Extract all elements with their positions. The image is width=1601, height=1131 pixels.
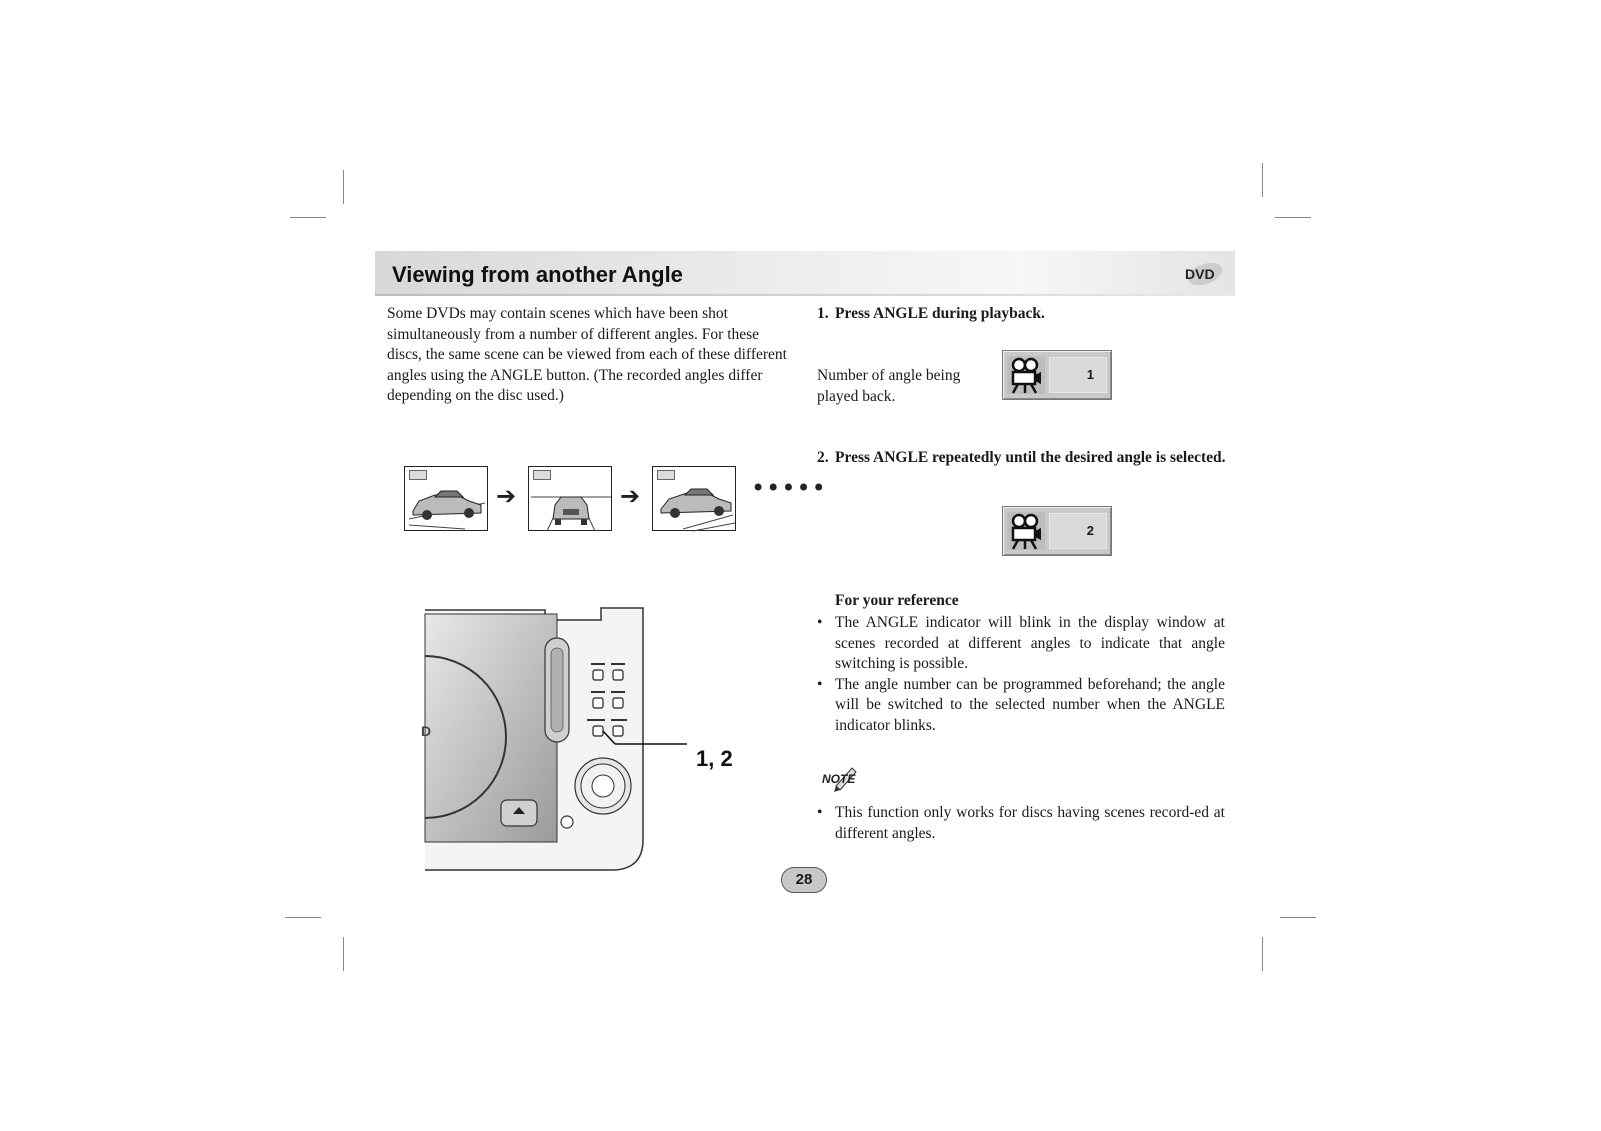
svg-text:D: D [421,723,432,739]
crop-mark [343,937,344,971]
crop-mark [1275,217,1311,218]
step-text: Press ANGLE repeatedly until the desired angle is selected. [835,449,1226,466]
angle-osd-display [1002,506,1112,556]
device-illustration [421,608,755,876]
angle-osd-display [1002,350,1112,400]
crop-mark [343,170,344,204]
angle-frame-front [528,466,612,531]
reference-heading: For your reference [835,592,959,609]
osd-caption: Number of angle being played back. [817,367,961,405]
arrow-right-icon: ➔ [620,482,641,510]
note-icon [822,764,862,794]
crop-mark [290,217,326,218]
car-side-icon [405,467,489,532]
step-number: 2. [817,449,829,466]
step-2 [817,448,1245,469]
car-side-icon [653,467,737,532]
camera-icon [1007,512,1045,550]
reference-list [817,613,1225,737]
step-number: 1. [817,305,829,322]
angle-number: 1 [1049,357,1107,393]
car-front-icon [529,467,613,532]
step-text: Press ANGLE during playback. [835,305,1045,322]
angle-illustration [404,466,827,538]
more-angles-indicator: ••••• [751,474,827,502]
angle-number: 2 [1049,513,1107,549]
angle-frame-side [404,466,488,531]
page-title: Viewing from another Angle [392,262,683,287]
list-item: • The ANGLE indicator will blink in the display window at scenes recorded at different angles to indicate that angle switching is possible. [817,613,1225,675]
crop-mark [1280,917,1316,918]
dvd-badge [1181,260,1225,288]
note-label: NOTE [822,772,856,786]
step-1 [817,304,1237,325]
device-callout-label: 1, 2 [696,746,733,771]
crop-mark [285,917,321,918]
list-item: • The angle number can be programmed beforehand; the angle will be switched to the selected number when the ANGLE indicator blinks. [817,675,1225,737]
camera-icon [1007,356,1045,394]
crop-mark [1262,163,1263,197]
dvd-badge-label: DVD [1185,266,1215,282]
page-number: 28 [781,867,827,893]
angle-frame-side [652,466,736,531]
list-item: • This function only works for discs having scenes record-ed at different angles. [817,803,1225,844]
intro-paragraph: Some DVDs may contain scenes which have been shot simultaneously from a number of different angles. For these discs, the same scene can be viewed from each of these different angles using the ANGLE button. (The recorded angles differ depending on the disc used.) [387,305,787,405]
crop-mark [1262,937,1263,971]
arrow-right-icon: ➔ [496,482,517,510]
note-list [817,803,1225,844]
